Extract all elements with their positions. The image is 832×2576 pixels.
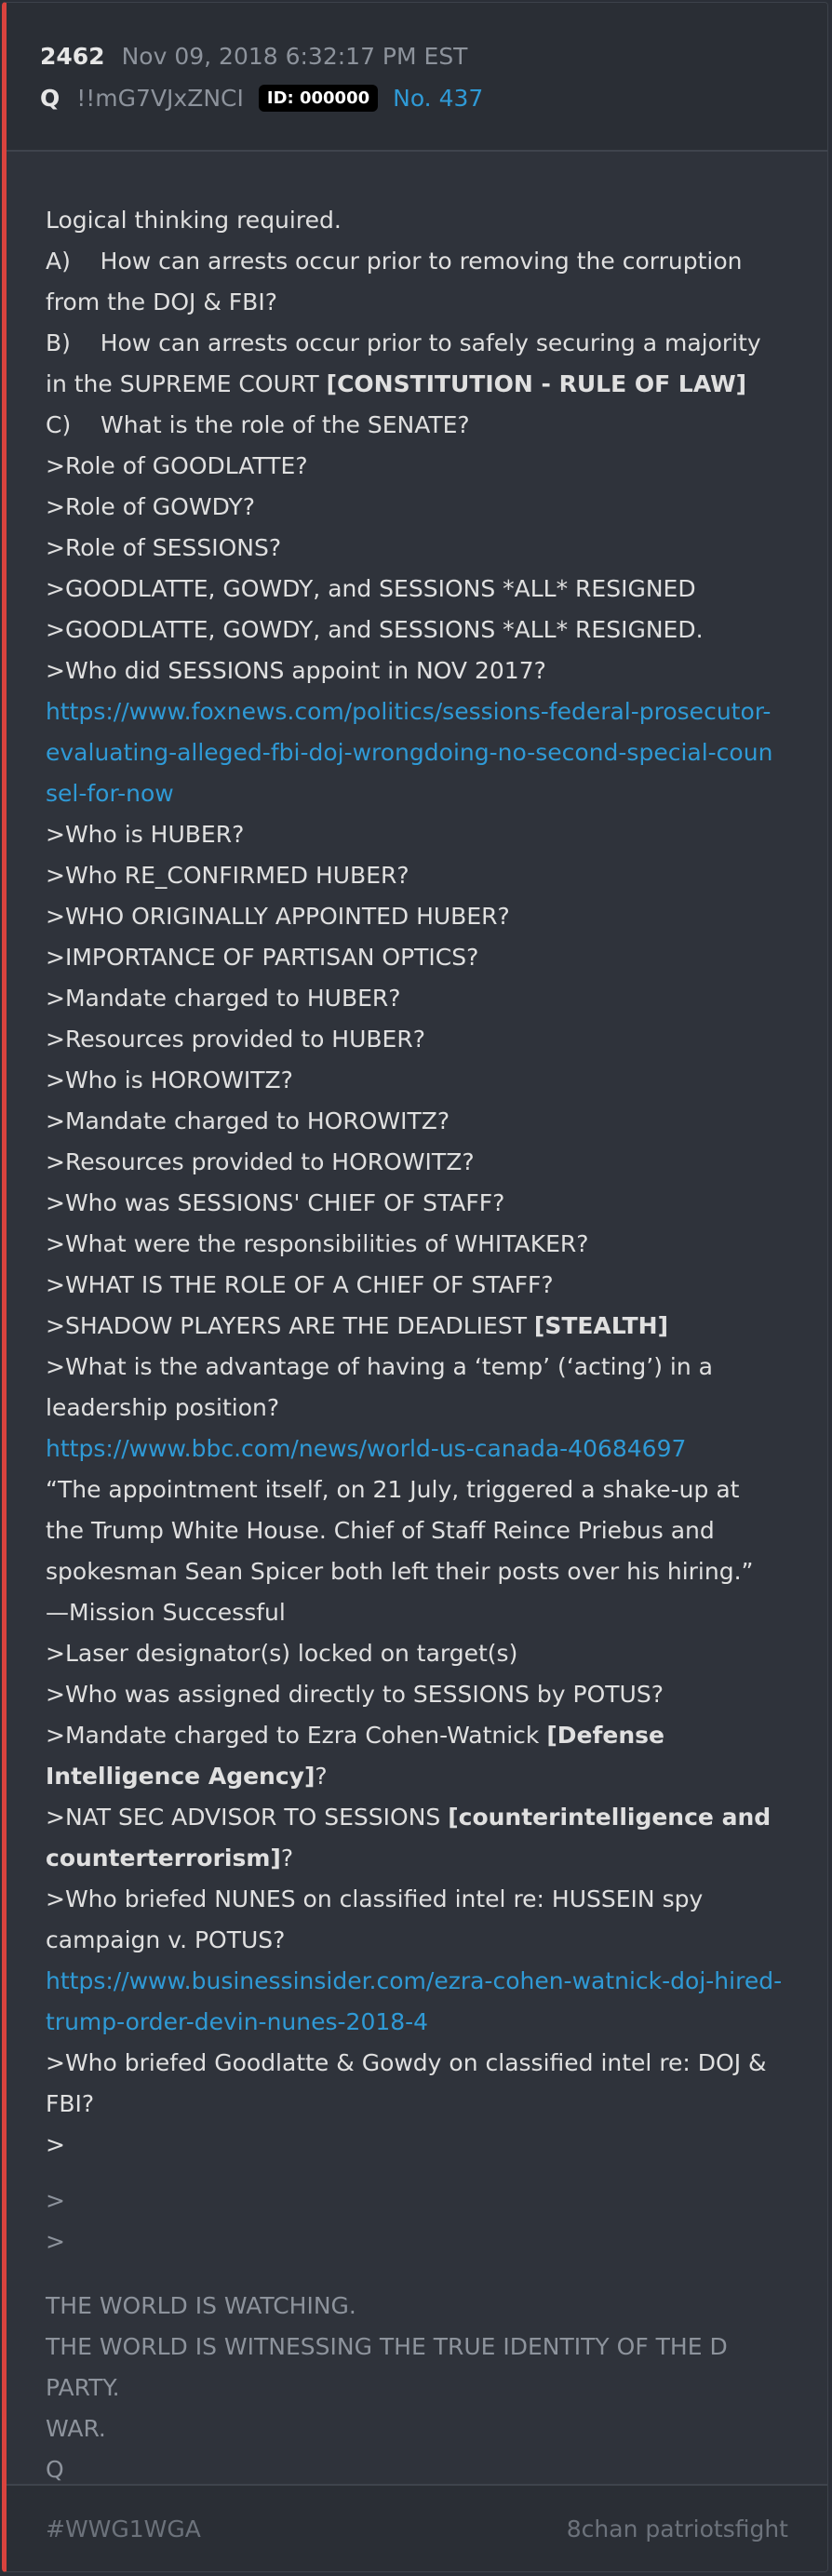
body-line: Logical thinking required. [46,207,342,234]
post-author-row [40,85,483,112]
body-line [46,691,783,814]
post-body [7,152,827,2490]
body-line: >What is the advantage of having a ‘temp’ (‘acting’) in a leadership position? [46,1353,713,1421]
businessinsider-link[interactable]: https://www.businessinsider.com/ezra-cohen-watnick-doj-hired-trump-order-devin-nunes-2018-4 [46,1967,783,2035]
post-header [7,3,827,152]
body-line: >Who is HOROWITZ? [46,1067,293,1093]
body-line: >Resources provided to HOROWITZ? [46,1148,475,1175]
spacer [46,2166,783,2180]
bbc-link[interactable]: https://www.bbc.com/news/world-us-canada-40684697 [46,1435,687,1462]
body-line: >IMPORTANCE OF PARTISAN OPTICS? [46,944,479,971]
post-meta-row [40,43,467,70]
body-text: ? [280,1845,294,1872]
post-date: Nov 09, 2018 6:32:17 PM EST [121,43,468,70]
hashtag: #WWG1WGA [46,2515,201,2542]
body-line: >GOODLATTE, GOWDY, and SESSIONS *ALL* RESIGNED [46,575,696,602]
body-line: >What were the responsibilities of WHITAKER? [46,1230,589,1257]
body-line [46,1797,783,1879]
body-line: C) What is the role of the SENATE? [46,411,470,438]
tripcode: !!mG7VJxZNCI [76,85,244,112]
body-line: >Who RE_CONFIRMED HUBER? [46,862,409,889]
body-line [46,323,783,405]
body-line [46,1429,783,1469]
body-quote: “The appointment itself, on 21 July, triggered a shake-up at the Trump White House. Chief of Staff Reince Priebus and spokesman Sean Spicer both left their posts over his hiring.” —Mission Successful [46,1476,754,1626]
body-line: >Mandate charged to HOROWITZ? [46,1107,450,1134]
body-line: >Role of GOODLATTE? [46,452,308,479]
body-line: >Mandate charged to HUBER? [46,985,401,1012]
post-no-link[interactable]: No. 437 [393,85,484,112]
body-text: B) How can arrests occur prior to safely securing a majority in the SUPREME COURT [46,329,761,397]
body-line: >Role of SESSIONS? [46,534,282,561]
body-bold-text: [counterintelligence and counterterrorism] [46,1804,772,1872]
body-text: ? [315,1763,328,1790]
body-line: >WHAT IS THE ROLE OF A CHIEF OF STAFF? [46,1271,554,1298]
body-line: >Who was SESSIONS' CHIEF OF STAFF? [46,1189,505,1216]
body-bold-text: [Defense Intelligence Agency] [46,1722,664,1790]
id-badge: ID: 000000 [259,85,378,112]
body-text: >NAT SEC ADVISOR TO SESSIONS [46,1804,449,1831]
body-line: >Resources provided to HUBER? [46,1026,425,1053]
signature: Q [46,2456,64,2483]
body-line [46,1961,783,2043]
body-line: >GOODLATTE, GOWDY, and SESSIONS *ALL* RESIGNED. [46,616,704,643]
body-line: > [46,2187,65,2214]
foxnews-link[interactable]: https://www.foxnews.com/politics/sessions-federal-prosecutor-evaluating-alleged-fbi-doj-wrongdoing-no-second-special-counsel-for-now [46,698,773,807]
post-footer [7,2484,827,2571]
body-line [46,1715,783,1797]
body-line [46,1306,783,1347]
post-number: 2462 [40,43,105,70]
body-line: >Who is HUBER? [46,821,245,848]
signoff-line: THE WORLD IS WITNESSING THE TRUE IDENTITY OF THE D PARTY. [46,2333,728,2401]
author-name: Q [40,85,60,112]
body-line: >Role of GOWDY? [46,493,255,520]
body-bold-text: [CONSTITUTION - RULE OF LAW] [326,370,747,397]
body-line: >Who did SESSIONS appoint in NOV 2017? [46,657,546,684]
body-bold-text: [STEALTH] [533,1312,669,1339]
body-line: >WHO ORIGINALLY APPOINTED HUBER? [46,903,510,930]
body-line: >Who briefed Goodlatte & Gowdy on classified intel re: DOJ & FBI? [46,2049,767,2117]
signoff-line: THE WORLD IS WATCHING. [46,2292,356,2319]
body-text: >Mandate charged to Ezra Cohen-Watnick [46,1722,547,1749]
body-line: > [46,2228,65,2255]
body-text: >SHADOW PLAYERS ARE THE DEADLIEST [46,1312,534,1339]
body-line: >Who briefed NUNES on classified intel re: HUSSEIN spy campaign v. POTUS? [46,1885,704,1953]
post-card [2,2,828,2572]
spacer [46,2262,783,2286]
body-line: >Laser designator(s) locked on target(s) [46,1640,518,1667]
body-line: A) How can arrests occur prior to removing the corruption from the DOJ & FBI? [46,248,743,315]
body-line: >Who was assigned directly to SESSIONS by POTUS? [46,1681,664,1708]
source-label: 8chan patriotsfight [566,2515,788,2542]
signoff-line: WAR. [46,2415,106,2442]
body-line: > [46,2131,65,2158]
